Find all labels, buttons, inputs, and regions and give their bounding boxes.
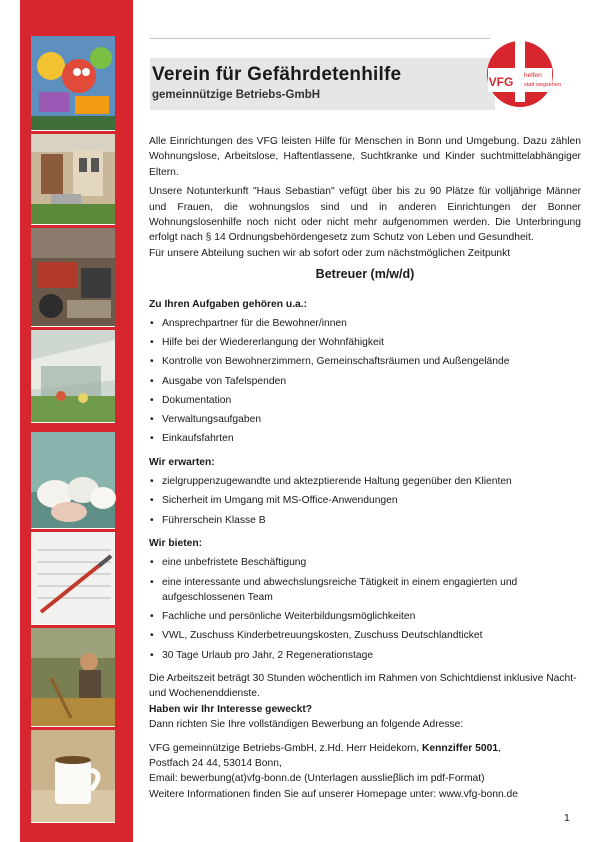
vfg-logo — [486, 30, 561, 120]
application-instruction: Dann richten Sie Ihre vollständigen Bewerbung an folgende Adresse: — [149, 719, 464, 731]
offer-list — [149, 555, 581, 663]
list-item: • Sicherheit im Umgang mit MS-Office-Anwendungen — [149, 493, 581, 508]
list-item: • eine unbefristete Beschäftigung — [149, 555, 581, 570]
form-and-pen-photo — [31, 532, 115, 625]
intro-paragraph-1: Alle Einrichtungen des VFG leisten Hilfe für Menschen in Bonn und Umgebung. Dazu zählen Wohnungslose, Arbeitslose, Haftentlassene, Suchtkranke und Kinder suchtmittelabhängiger Eltern. — [149, 136, 581, 178]
website-line[interactable]: Weitere Informationen finden Sie auf unserer Homepage unter: www.vfg-bonn.de — [149, 788, 518, 800]
interest-question: Haben wir Ihr Interesse geweckt? — [149, 703, 313, 715]
graffiti-mural-photo — [31, 36, 115, 131]
list-item: • Dokumentation — [149, 393, 581, 408]
expect-heading: Wir erwarten: — [149, 456, 215, 468]
list-item: • Führerschein Klasse B — [149, 513, 581, 528]
offer-heading: Wir bieten: — [149, 537, 203, 549]
svg-text:helfen: helfen — [524, 72, 542, 79]
list-item: • eine interessante und abwechslungsreiche Tätigkeit in einem engagierten und aufgeschlossenen Team — [149, 575, 581, 606]
list-item: • Ansprechpartner für die Bewohner/innen — [149, 316, 581, 331]
working-hours-text: Die Arbeitszeit beträgt 30 Stunden wöchentlich im Rahmen von Schichtdienst inklusive Nacht- und Wochenenddienste. — [149, 672, 577, 700]
conservatory-garden-photo — [31, 330, 115, 423]
address-comma: , — [498, 742, 501, 754]
list-item: • Einkaufsfahrten — [149, 431, 581, 446]
page-number: 1 — [564, 812, 570, 824]
job-posting-body — [149, 134, 581, 802]
list-item: • 30 Tage Urlaub pro Jahr, 2 Regenerationstage — [149, 648, 581, 663]
list-item: • Kontrolle von Bewohnerzimmern, Gemeinschaftsräumen und Außengelände — [149, 354, 581, 369]
page-title: Verein für Gefährdetenhilfe — [152, 64, 402, 85]
address-text: VFG gemeinnützige Betriebs-GmbH, z.Hd. Herr Heidekorn, — [149, 742, 422, 754]
list-item: • Fachliche und persönliche Weiterbildungsmöglichkeiten — [149, 609, 581, 624]
reference-number: Kennziffer 5001 — [421, 742, 499, 754]
list-item: • Hilfe bei der Wiedererlangung der Wohnfähigkeit — [149, 335, 581, 350]
svg-text:statt wegsehen: statt wegsehen — [524, 82, 561, 88]
job-title: Betreuer (m/w/d) — [315, 267, 415, 282]
intro-paragraph-2: Unsere Notunterkunft "Haus Sebastian" vefügt über bis zu 90 Plätze für volljährige Männer und Frauen, die wohnungslos sind und in anderen Einrichtungen der Bonner Wohnungslosenhilfe noch nicht oder nicht mehr aufgenommen werden. Die Unterbringung erfolgt nach § 14 Ordnungsbehördengesetz zum Schutz von Leben und Gesundheit. — [149, 186, 581, 244]
address-line-2: Postfach 24 44, 53014 Bonn, — [149, 757, 282, 769]
garden-work-photo — [31, 628, 115, 727]
workshop-tools-photo — [31, 228, 115, 327]
tasks-heading: Zu Ihren Aufgaben gehören u.a.: — [149, 298, 308, 310]
intro-paragraph-3: Für unsere Abteilung suchen wir ab sofort oder zum nächstmöglichen Zeitpunkt — [149, 247, 511, 259]
list-item: • VWL, Zuschuss Kinderbetreuungskosten, Zuschuss Deutschlandticket — [149, 628, 581, 643]
tasks-list — [149, 316, 581, 447]
list-item: • Ausgabe von Tafelspenden — [149, 374, 581, 389]
email-line[interactable]: Email: bewerbung(at)vfg-bonn.de (Unterlagen ausslieβlich im pdf-Format) — [149, 773, 485, 785]
top-divider — [150, 38, 490, 39]
towels-stack-photo — [31, 432, 115, 529]
coffee-cup-photo — [31, 730, 115, 823]
expect-list — [149, 474, 581, 528]
address-line-1 — [149, 741, 581, 756]
page-subtitle: gemeinnützige Betriebs-GmbH — [152, 89, 321, 101]
list-item: • zielgruppenzugewandte und aktezptierende Haltung gegenüber den Klienten — [149, 474, 581, 489]
list-item: • Verwaltungsaufgaben — [149, 412, 581, 427]
svg-text:VFG: VFG — [488, 75, 514, 89]
house-entrance-photo — [31, 134, 115, 225]
